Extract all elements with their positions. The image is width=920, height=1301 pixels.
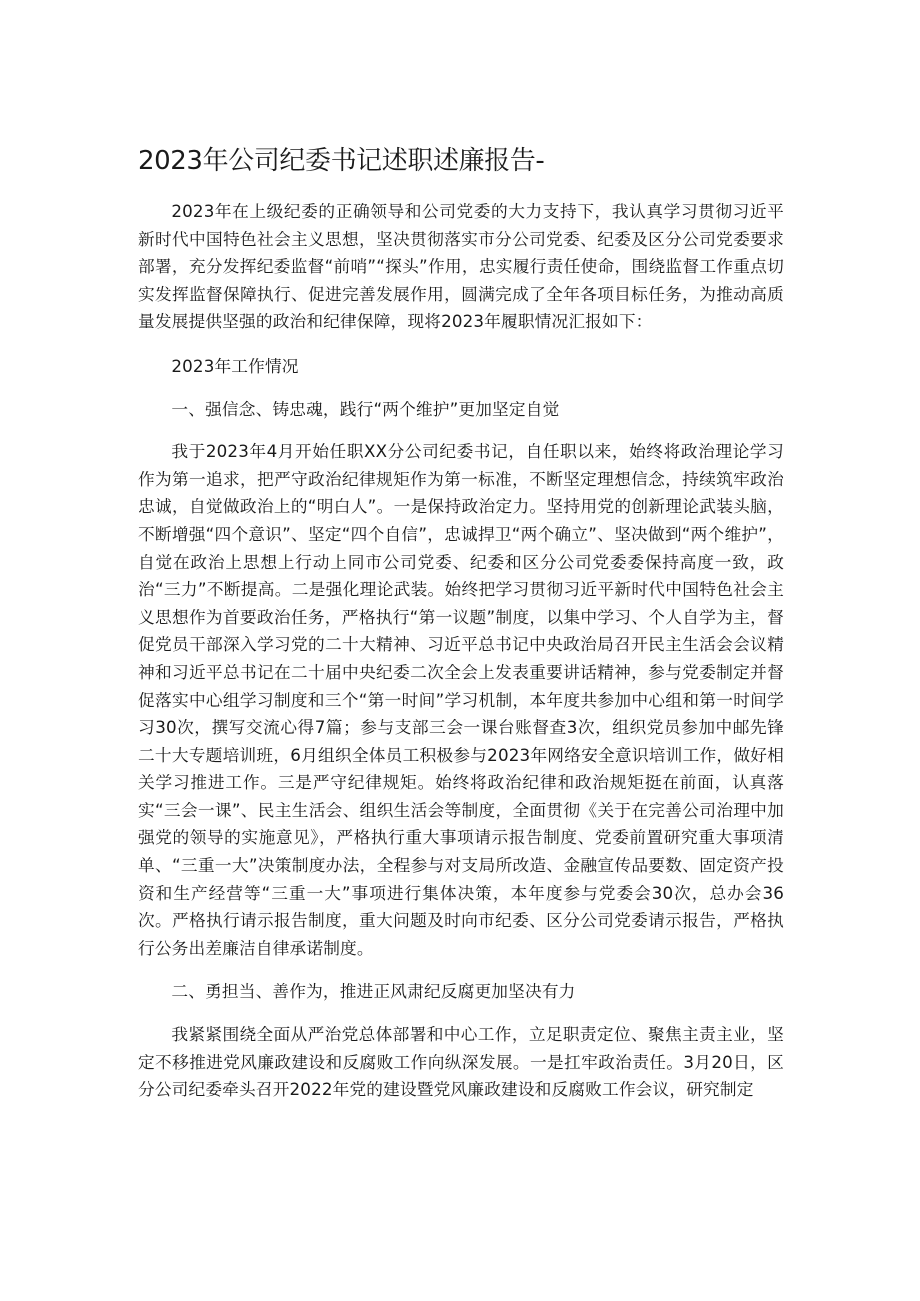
document-body bbox=[138, 198, 784, 1104]
section-2-paragraph: 我紧紧围绕全面从严治党总体部署和中心工作，立足职责定位、聚焦主责主业，坚定不移推进党风廉政建设和反腐败工作向纵深发展。一是扛牢政治责任。3月20日，区分公司纪委牵头召开2022年党的建设暨党风廉政建设和反腐败工作会议，研究制定 bbox=[138, 1024, 784, 1100]
section-heading-work-status: 2023年工作情况 bbox=[171, 355, 299, 376]
document-title: 2023年公司纪委书记述职述廉报告- bbox=[138, 146, 545, 176]
section-heading-1: 一、强信念、铸忠魂，践行“两个维护”更加坚定自觉 bbox=[171, 398, 560, 419]
section-1-paragraph: 我于2023年4月开始任职XX分公司纪委书记，自任职以来，始终将政治理论学习作为第一追求，把严守政治纪律规矩作为第一标准，不断坚定理想信念，持续筑牢政治忠诚，自觉做政治上的“明白人”。一是保持政治定力。坚持用党的创新理论武装头脑，不断增强“四个意识”、坚定“四个自信”，忠诚捍卫“两个确立”、坚决做到“两个维护”，自觉在政治上思想上行动上同市公司党委、纪委和区分公司党委委保持高度一致，政治“三力”不断提高。二是强化理论武装。始终把学习贯彻习近平新时代中国特色社会主义思想作为首要政治任务，严格执行“第一议题”制度，以集中学习、个人自学为主，督促党员干部深入学习党的二十大精神、习近平总书记中央政治局召开民主生活会会议精神和习近平总书记在二十届中央纪委二次全会上发表重要讲话精神，参与党委制定并督促落实中心组学习制度和三个“第一时间”学习机制，本年度共参加中心组和第一时间学习30次，撰写交流心得7篇；参与支部三会一课台账督查3次，组织党员参加中邮先锋二十大专题培训班，6月组织全体员工积极参与2023年网络安全意识培训工作，做好相关学习推进工作。三是严守纪律规矩。始终将政治纪律和政治规矩挺在前面，认真落实“三会一课”、民主生活会、组织生活会等制度，全面贯彻《关于在完善公司治理中加强党的领导的实施意见》，严格执行重大事项请示报告制度、党委前置研究重大事项清单、“三重一大”决策制度办法，全程参与对支局所改造、金融宣传品要数、固定资产投资和生产经营等“三重一大”事项进行集体决策，本年度参与党委会30次，总办会36次。严格执行请示报告制度，重大问题及时向市纪委、区分公司党委请示报告，严格执行公务出差廉洁自律承诺制度。 bbox=[138, 441, 784, 958]
intro-paragraph: 2023年在上级纪委的正确领导和公司党委的大力支持下，我认真学习贯彻习近平新时代中国特色社会主义思想，坚决贯彻落实市分公司党委、纪委及区分公司党委要求部署，充分发挥纪委监督“前哨”“探头”作用，忠实履行责任使命，围绕监督工作重点切实发挥监督保障执行、促进完善发展作用，圆满完成了全年各项目标任务，为推动高质量发展提供坚强的政治和纪律保障，现将2023年履职情况汇报如下： bbox=[138, 201, 784, 332]
section-heading-2: 二、勇担当、善作为，推进正风肃纪反腐更加坚决有力 bbox=[171, 981, 576, 1002]
